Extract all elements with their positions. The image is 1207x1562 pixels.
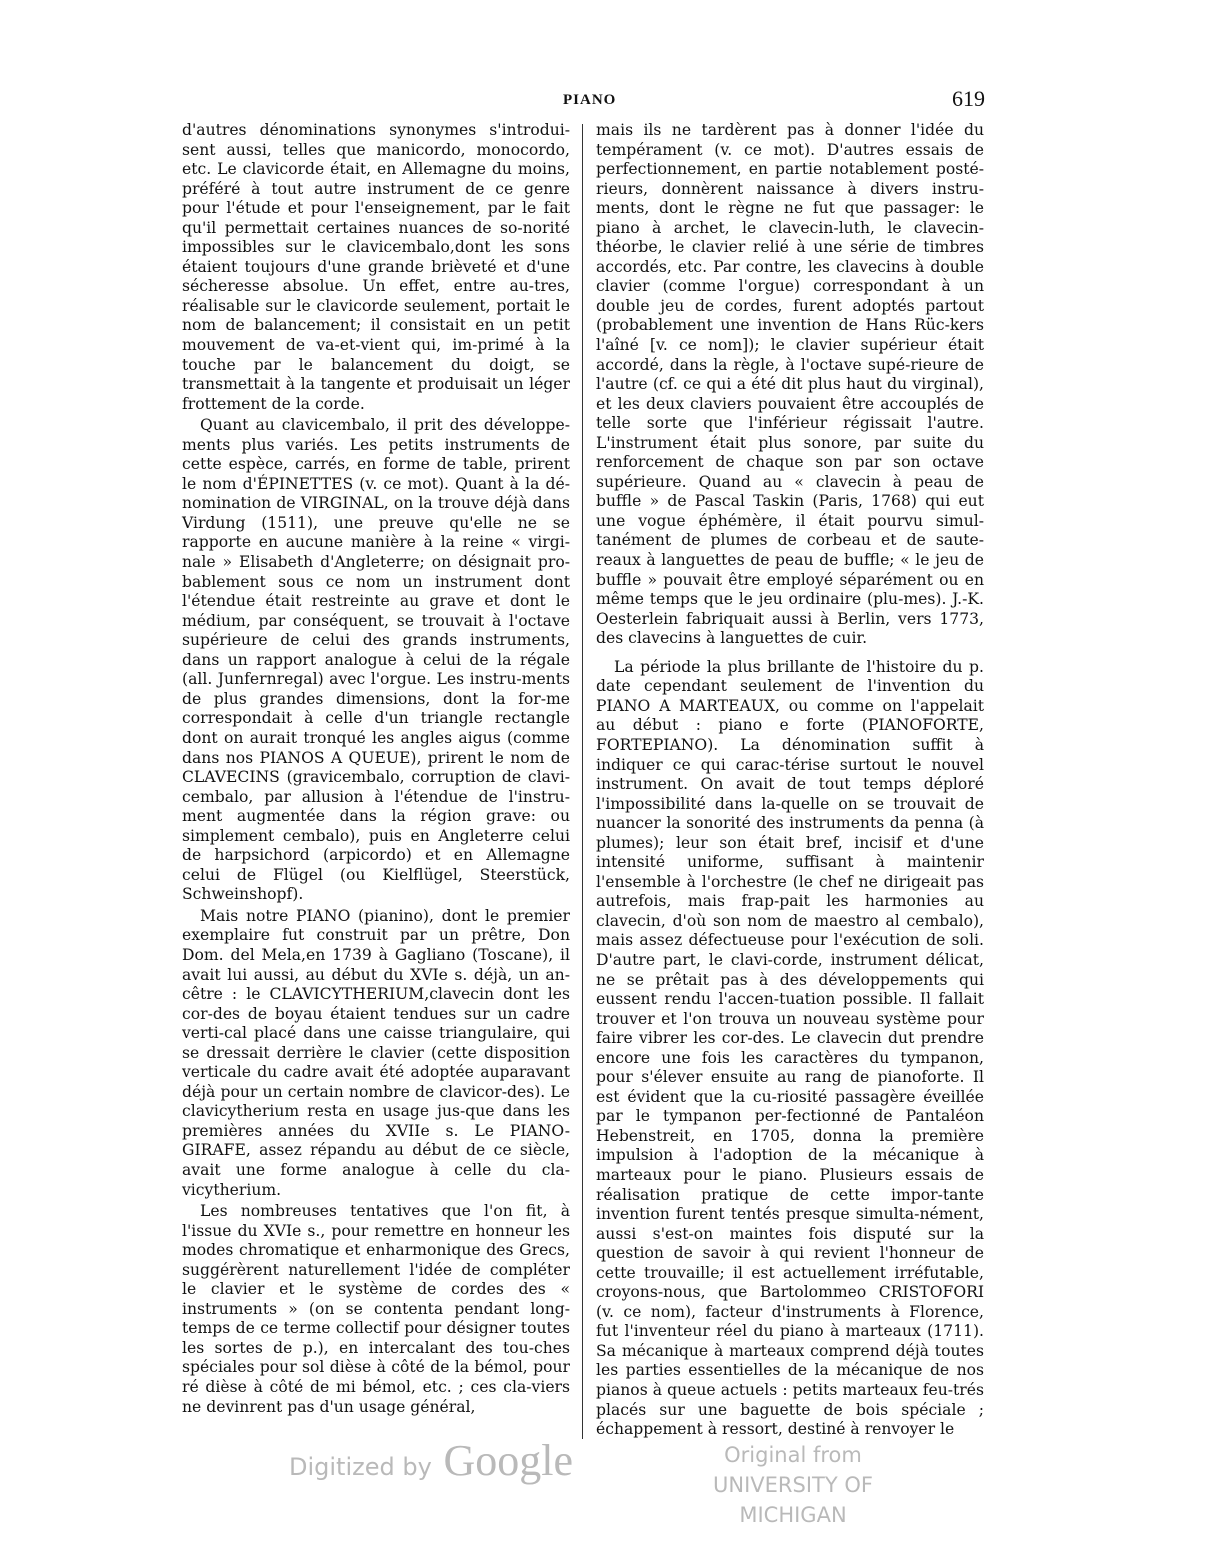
paragraph: La période la plus brillante de l'histoire du p. date cependant seulement de l'invention du PIANO A MARTEAUX, ou comme on l'appelait au début : piano e forte (PIANOFORTE, FORTEPIANO). La dénomination suffit à indiquer ce qui carac-térise surtout le nouvel instrument. On avait de tout temps déploré l'impossibilité dans la-quelle on se trouvait de nuancer la sonorité des instruments da penna (à plumes); leur son était bref, incisif et d'une intensité uniforme, suffisant à maintenir l'ensemble à l'orchestre (le chef ne dirigeait pas autrefois, mais frap-pait les harmonies au clavecin, d'où son nom de maestro al cembalo), mais assez défectueuse pour l'exécution de soli. D'autre part, le clavi-corde, instrument délicat, ne se prêtait pas à des développements qui eussent rendu l'accen-tuation possible. Il fallait trouver et l'on trouva un nouveau système pour faire vibrer les cor-des. Le clavecin dut prendre encore une fois les caractères du tympanon, pour s'élever ensuite au rang de pianoforte. Il est évident que la cu-riosité passagère éveillée par le tympanon per-fectionné de Pantaléon Hebenstreit, en 1705, donna la première impulsion à l'adoption de la mécanique à marteaux pour le piano. Plusieurs essais de réalisation pratique de cette impor-tante invention furent tentés presque simulta-nément, aussi s'est-on maintes fois disputé sur la question de savoir à qui revient l'honneur de cette trouvaille; il est actuellement irréfutable, croyons-nous, que Bartolommeo CRISTOFORI (v. ce nom), facteur d'instruments à Florence, fut l'inventeur réel du piano à marteaux (1711). Sa mécanique à marteaux comprend déjà toutes les parties essentielles de la mécanique de nos pianos à queue actuels : petits marteaux feu-trés placés sur une baguette de bois spéciale ; échappement à ressort, destiné à renvoyer le [596,657,984,1439]
right-column [596,121,984,1440]
header-title: PIANO [563,92,617,108]
page-number: 619 [952,86,985,111]
university-name: UNIVERSITY OF MICHIGAN [713,1473,873,1527]
paragraph: Quant au clavicembalo, il prit des développe-ments plus variés. Les petits instruments de cette espèce, carrés, en forme de table, prirent le nom d'ÉPINETTES (v. ce mot). Quant à la dé-nomination de VIRGINAL, on la trouve déjà dans Virdung (1511), une preuve qu'elle ne se rapporte en aucune manière à la reine « virgi-nale » Elisabeth d'Angleterre; on désignait pro-bablement sous ce nom un instrument dont l'étendue était restreinte au grave et dont le médium, par conséquent, se trouvait à l'octave supérieure de celui des grands instruments, dans un rapport analogue à celui de la régale (all. Junfernregal) avec l'orgue. Les instru-ments de plus grandes dimensions, dont la for-me correspondait à celle d'un triangle rectangle dont on aurait tronqué les angles aigus (comme dans nos PIANOS A QUEUE), prirent le nom de CLAVECINS (gravicembalo, corruption de clavi-cembalo, par allusion à l'étendue de l'instru-ment augmentée dans la région grave: ou simplement cembalo), puis en Angleterre celui de harpsichord (arpicordo) et en Allemagne celui de Flügel (ou Kielflügel, Steerstück, Schweinshopf). [182,416,570,904]
digitized-prefix: Digitized by [289,1453,432,1481]
column-divider [582,124,583,1439]
paragraph: Mais notre PIANO (pianino), dont le premier exemplaire fut construit par un prêtre, Don Dom. del Mela,en 1739 à Gagliano (Toscane), il avait lui aussi, au début du XVIe s. déjà, un an-cêtre : le CLAVICYTHERIUM,clavecin dont les cor-des de boyau étaient tendues sur un cadre verti-cal placé dans une caisse triangulaire, qui se dressait derrière le clavier (cette disposition verticale du cadre avait été adoptée auparavant déjà pour un certain nombre de clavicor-des). Le clavicytherium resta en usage jus-que dans les premières années du XVIIe s. Le PIANO-GIRAFE, assez répandu au début de ce siècle, avait une forme analogue à celle du cla-vicytherium. [182,906,570,1199]
paragraph: mais ils ne tardèrent pas à donner l'idée du tempérament (v. ce mot). D'autres essais de perfectionnement, en partie notablement posté-rieurs, donnèrent naissance à divers instru-ments, dont le règne ne fut que passager: le piano à archet, le clavecin-luth, le clavecin-théorbe, le clavier relié à une série de timbres accordés, etc. Par contre, les clavecins à double clavier (comme l'orgue) correspondant à un double jeu de cordes, furent adoptés partout (probablement une invention de Hans Rüc-kers l'aîné [v. ce nom]); le clavier supérieur était accordé, dans la règle, à l'octave supé-rieure de l'autre (cf. ce qui a été dit plus haut du virginal), et les deux claviers pouvaient être accouplés de telle sorte que l'inférieur régissait l'autre. L'instrument était plus sonore, par suite du renforcement de chaque son par son octave supérieure. Quand au « clavecin à peau de buffle » de Pascal Taskin (Paris, 1768) qui eut une vogue éphémère, il était pourvu simul-tanément de plumes de corbeau et de saute-reaux à languettes de peau de buffle; « le jeu de buffle » pouvait être employé séparément ou en même temps que le jeu ordinaire (plu-mes). J.-K. Oesterlein fabriquait aussi à Berlin, vers 1773, des clavecins à languettes de cuir. [596,121,984,648]
paragraph: Les nombreuses tentatives que l'on fit, à l'issue du XVIe s., pour remettre en honneur les modes chromatique et enharmonique des Grecs, suggérèrent naturellement l'idée de compléter le clavier et le système de cordes des « instruments » (on se contenta pendant long-temps de ce terme collectif pour désigner toutes les sortes de p.), en intercalant des tou-ches spéciales pour sol dièse à côté de la bémol, pour ré dièse à côté de mi bémol, etc. ; ces cla-viers ne devinrent pas d'un usage général, [182,1202,570,1416]
paragraph: d'autres dénominations synonymes s'introdui-sent aussi, telles que manicordo, monocordo, etc. Le clavicorde était, en Allemagne du moins, préféré à tout autre instrument de ce genre pour l'étude et pour l'enseignement, par le fait qu'il permettait certaines nuances de so-norité impossibles sur le clavicembalo,dont les sons étaient toujours d'une grande brièveté et d'une sécheresse absolue. Un effet, entre au-tres, réalisable sur le clavicorde seulement, portait le nom de balancement; il consistait en un petit mouvement de va-et-vient qui, im-primé à la touche par le balancement du doigt, se transmettait à la tangente et produisait un léger frottement de la corde. [182,121,570,413]
original-from-label: Original from [724,1443,862,1467]
original-from-watermark [668,1440,918,1530]
left-column [182,121,570,1417]
google-logo: Google [443,1436,573,1485]
digitized-by-watermark [289,1435,573,1486]
